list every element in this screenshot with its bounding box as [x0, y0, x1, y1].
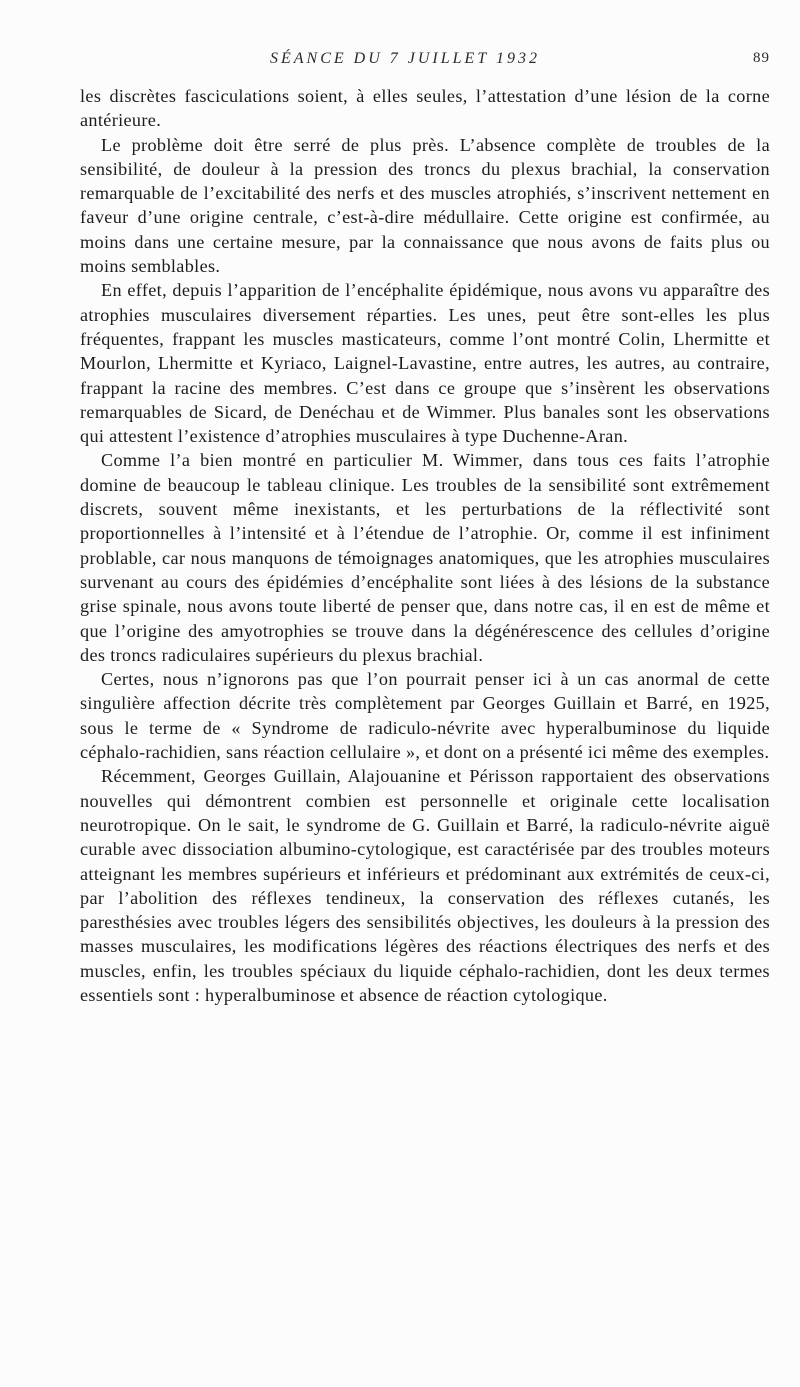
- body-text: [80, 84, 770, 1007]
- paragraph: Certes, nous n’ignorons pas que l’on pourrait penser ici à un cas anormal de cette singulière affection décrite très complètement par Georges Guillain et Barré, en 1925, sous le terme de « Syndrome de radiculo-névrite avec hyperalbuminose du liquide céphalo-rachidien, sans réaction cellulaire », et dont on a présenté ici même des exemples.: [80, 669, 770, 763]
- paragraph: En effet, depuis l’apparition de l’encéphalite épidémique, nous avons vu apparaître des atrophies musculaires diversement réparties. Les unes, peut être sont-elles les plus fréquentes, frappant les muscles masticateurs, comme l’ont montré Colin, Lhermitte et Mourlon, Lhermitte et Kyriaco, Laignel-Lavastine, entre autres, les autres, au contraire, frappant la racine des membres. C’est dans ce groupe que s’insèrent les observations remarquables de Sicard, de Denéchau et de Wimmer. Plus banales sont les observations qui attestent l’existence d’atrophies musculaires à type Duchenne-Aran.: [80, 280, 770, 447]
- running-title: SÉANCE DU 7 JUILLET 1932: [270, 50, 540, 67]
- paragraph: Comme l’a bien montré en particulier M. Wimmer, dans tous ces faits l’atrophie domine de beaucoup le tableau clinique. Les troubles de la sensibilité sont extrêmement discrets, souvent même inexistants, et les perturbations de la réflectivité sont proportionnelles à l’intensité et à l’étendue de l’atrophie. Or, comme il est infiniment problable, car nous manquons de témoignages anatomiques, que les atrophies musculaires survenant au cours des épidémies d’encéphalite sont liées à des lésions de la substance grise spinale, nous avons toute liberté de penser que, dans notre cas, il en est de même et que l’origine des amyotrophies se trouve dans la dégénérescence des cellules d’origine des troncs radiculaires supérieurs du plexus brachial.: [80, 450, 770, 665]
- page-number: 89: [753, 50, 770, 66]
- paragraph: Récemment, Georges Guillain, Alajouanine et Périsson rapportaient des observations nouvelles qui démontrent combien est personnelle et originale cette localisation neurotropique. On le sait, le syndrome de G. Guillain et Barré, la radiculo-névrite aiguë curable avec dissociation albumino-cytologique, est caractérisée par des troubles moteurs atteignant les membres supérieurs et inférieurs et prédominant aux extrémités de ceux-ci, par l’abolition des réflexes tendineux, la conservation des réflexes cutanés, les paresthésies avec troubles légers des sensibilités objectives, les douleurs à la pression des masses musculaires, les modifications légères des réactions électriques des nerfs et des muscles, enfin, les troubles spéciaux du liquide céphalo-rachidien, dont les deux termes essentiels sont : hyperalbuminose et absence de réaction cytologique.: [80, 766, 770, 1005]
- paragraph: les discrètes fasciculations soient, à elles seules, l’attestation d’une lésion de la corne antérieure.: [80, 86, 770, 131]
- running-head: [80, 50, 770, 76]
- paragraph: Le problème doit être serré de plus près. L’absence complète de troubles de la sensibilité, de douleur à la pression des troncs du plexus brachial, la conservation remarquable de l’excitabilité des nerfs et des muscles atrophiés, s’inscrivent nettement en faveur d’une origine centrale, c’est-à-dire médullaire. Cette origine est confirmée, au moins dans une certaine mesure, par la connaissance que nous avons de faits plus ou moins semblables.: [80, 134, 770, 277]
